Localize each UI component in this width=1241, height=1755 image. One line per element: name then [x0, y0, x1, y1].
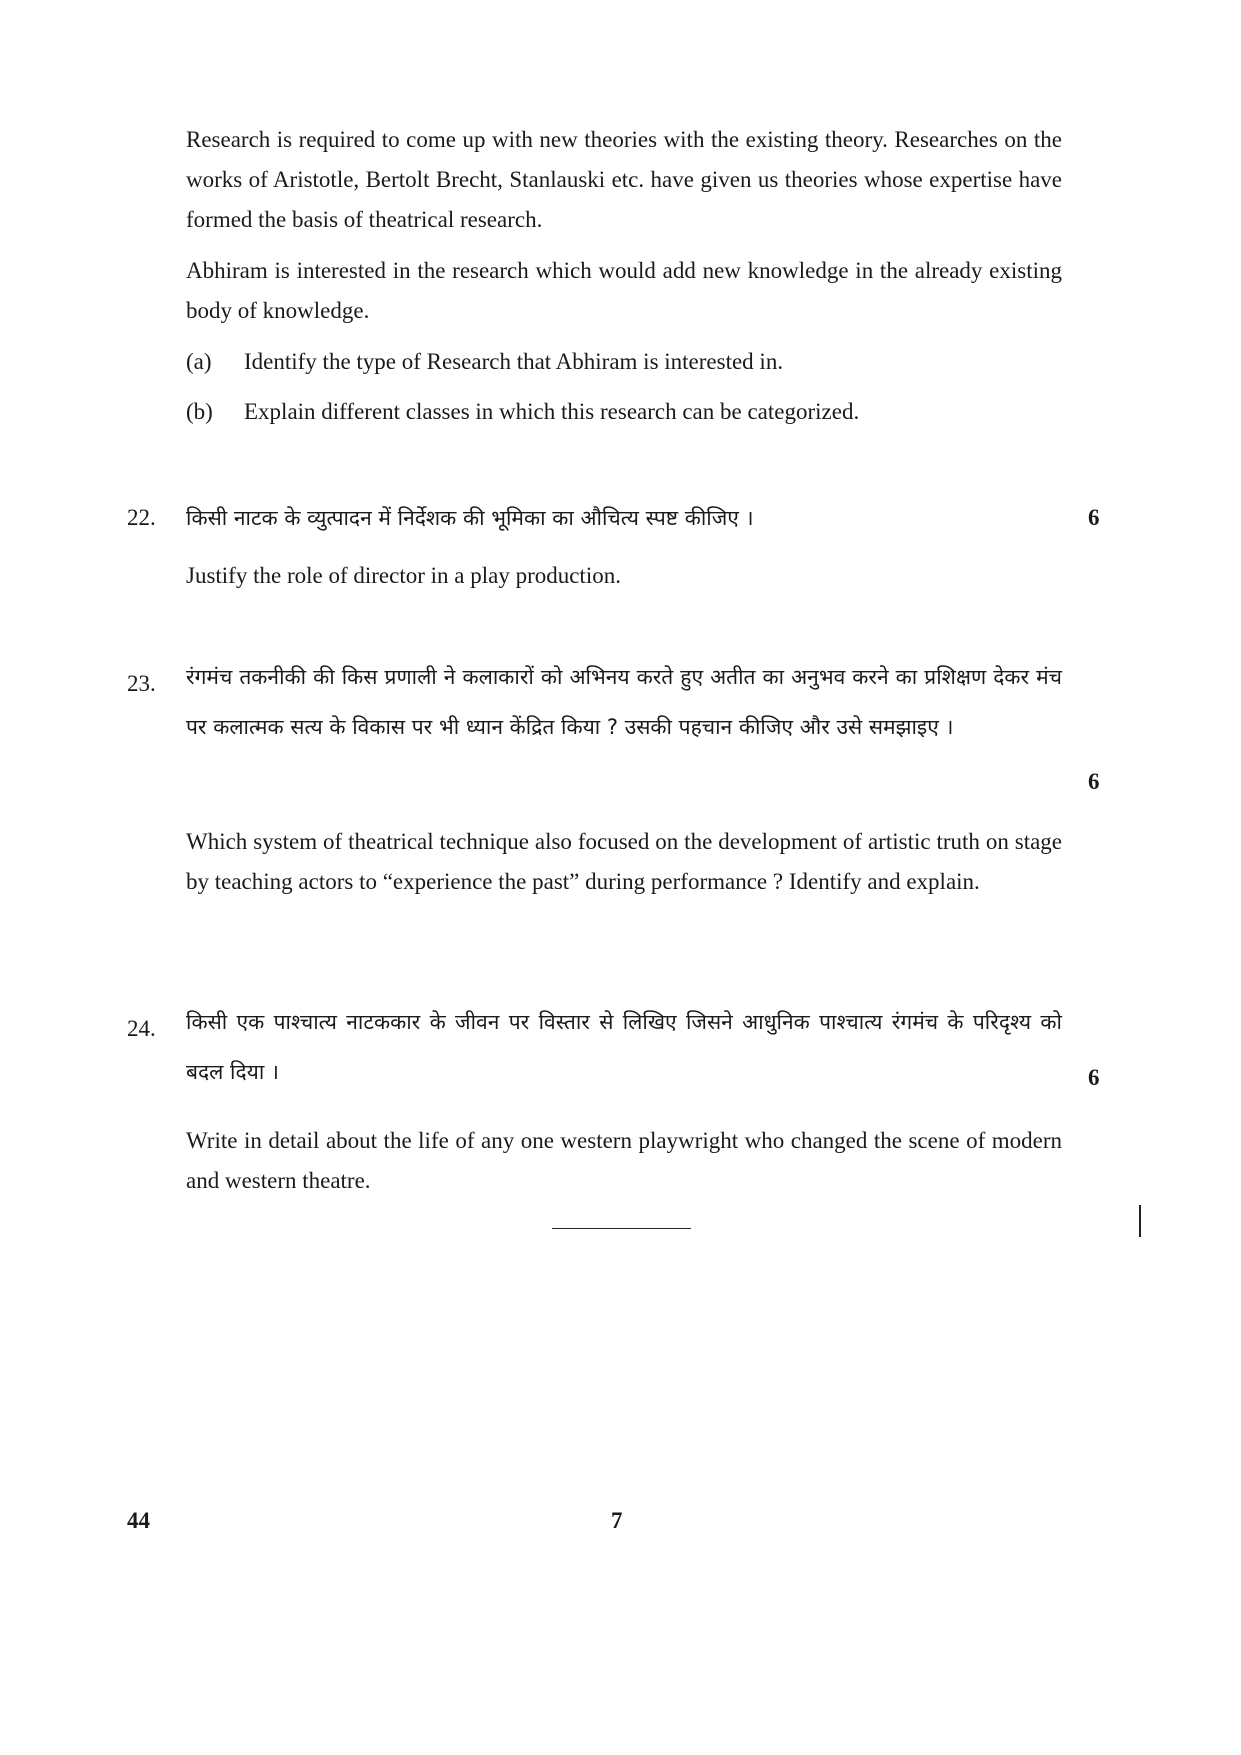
- end-of-paper-rule: [552, 1228, 691, 1229]
- intro-paragraph-2: Abhiram is interested in the research which would add new knowledge in the already existing body of knowledge.: [186, 258, 1062, 323]
- sub-question-b: [186, 397, 859, 427]
- question-24-hindi: किसी एक पाश्चात्य नाटककार के जीवन पर विस्तार से लिखिए जिसने आधुनिक पाश्चात्य रंगमंच के परिदृश्य को बदल दिया ।: [186, 1010, 1062, 1084]
- paper-code: 44: [127, 1508, 150, 1533]
- margin-mark: [1139, 1205, 1141, 1237]
- page-number: 7: [611, 1508, 623, 1533]
- question-24-marks: 6: [1088, 1065, 1100, 1090]
- question-24-number: 24.: [127, 1016, 156, 1041]
- question-22-number: 22.: [127, 505, 156, 530]
- question-23-hindi: रंगमंच तकनीकी की किस प्रणाली ने कलाकारों को अभिनय करते हुए अतीत का अनुभव करने का प्रशिक्षण देकर मंच पर कलात्मक सत्य के विकास पर भी ध्यान केंद्रित किया ? उसकी पहचान कीजिए और उसे समझाइए ।: [186, 665, 1062, 739]
- sub-question-a: [186, 347, 783, 377]
- question-23-number: 23.: [127, 671, 156, 696]
- question-23-marks: 6: [1088, 769, 1100, 794]
- sub-question-b-text: Explain different classes in which this research can be categorized.: [244, 399, 860, 424]
- intro-paragraph-1: Research is required to come up with new theories with the existing theory. Researches on the works of Aristotle, Bertolt Brecht, Stanlauski etc. have given us theories whose expertise have formed the basis of theatrical research.: [186, 127, 1062, 232]
- question-23-english: Which system of theatrical technique also focused on the development of artistic truth on stage by teaching actors to “experience the past” during performance ? Identify and explain.: [186, 829, 1062, 894]
- question-22-hindi: किसी नाटक के व्युत्पादन में निर्देशक की भूमिका का औचित्य स्पष्ट कीजिए ।: [186, 506, 754, 530]
- sub-question-a-label: (a): [186, 349, 212, 374]
- sub-question-a-text: Identify the type of Research that Abhiram is interested in.: [244, 349, 784, 374]
- sub-question-b-label: (b): [186, 399, 213, 424]
- question-22-marks: 6: [1088, 505, 1100, 530]
- question-24-english: Write in detail about the life of any one western playwright who changed the scene of modern and western theatre.: [186, 1128, 1062, 1193]
- question-22-english: Justify the role of director in a play production.: [186, 563, 621, 588]
